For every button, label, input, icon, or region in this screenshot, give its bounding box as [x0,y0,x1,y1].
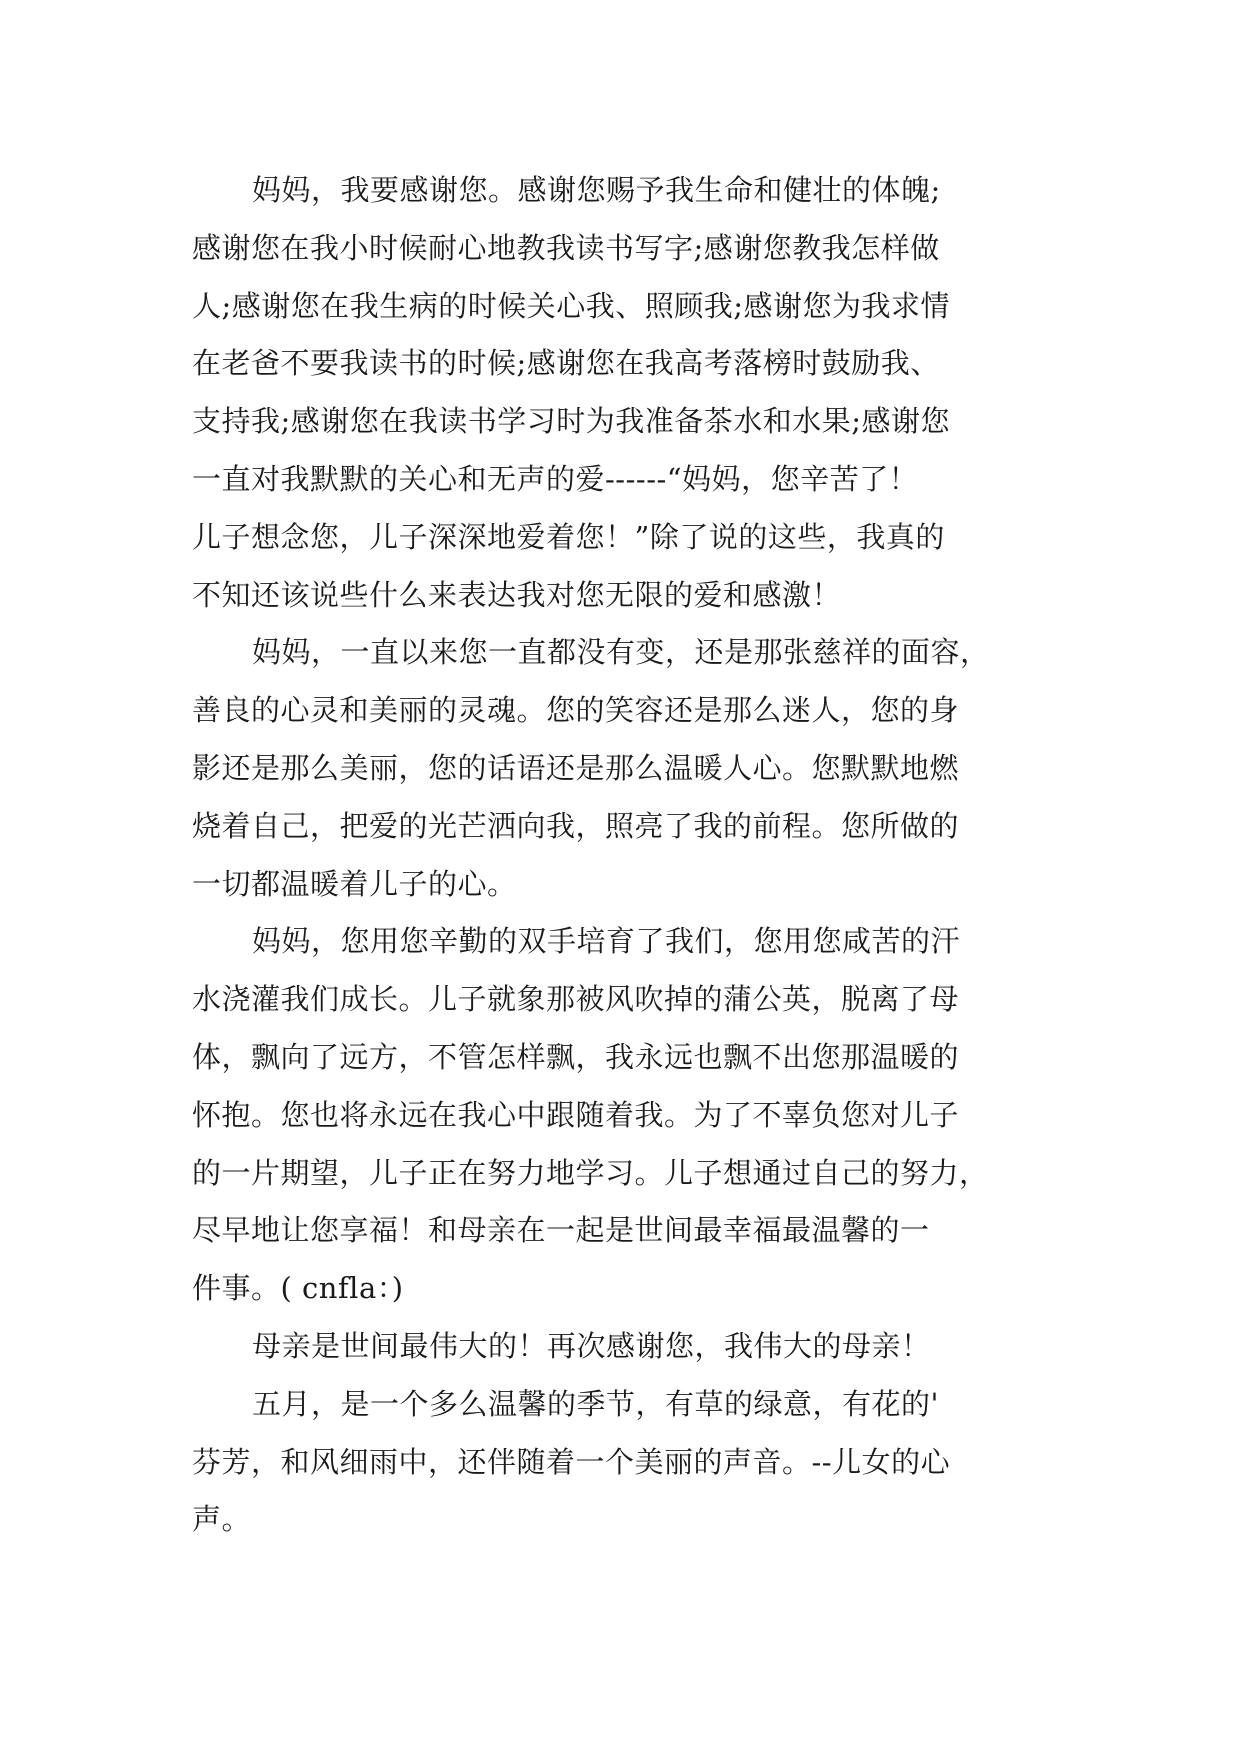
text-line: 妈妈，您用您辛勤的双手培育了我们，您用您咸苦的汗 [252,924,961,959]
text-line: 儿子想念您，儿子深深地爱着您！”除了说的这些，我真的 [192,519,945,554]
text-line: 母亲是世间最伟大的！再次感谢您，我伟大的母亲！ [252,1328,931,1363]
text-line: 感谢您在我小时候耐心地教我读书写字;感谢您教我怎样做 [192,230,940,265]
text-line: 善良的心灵和美丽的灵魂。您的笑容还是那么迷人，您的身 [192,693,960,728]
text-line: 件事。( cnfla：) [192,1271,404,1306]
text-line: 妈妈，一直以来您一直都没有变，还是那张慈祥的面容， [252,635,990,670]
text-line: 芬芳，和风细雨中，还伴随着一个美丽的声音。--儿女的心 [192,1444,951,1479]
text-line: 烧着自己，把爱的光芒洒向我，照亮了我的前程。您所做的 [192,808,960,843]
text-line: 一切都温暖着儿子的心。 [192,866,517,901]
text-line: 在老爸不要我读书的时候;感谢您在我高考落榜时鼓励我、 [192,346,940,381]
text-line: 的一片期望，儿子正在努力地学习。儿子想通过自己的努力， [192,1155,989,1190]
paragraph-3 [192,913,1072,1318]
paragraph-4 [192,1318,1072,1376]
text-line: 一直对我默默的关心和无声的爱------“妈妈，您辛苦了！ [192,461,919,496]
paragraph-1 [192,162,1072,624]
text-line: 妈妈，我要感谢您。感谢您赐予我生命和健壮的体魄; [252,173,941,207]
text-line: 五月，是一个多么温馨的季节，有草的绿意，有花的' [252,1386,939,1421]
text-line: 水浇灌我们成长。儿子就象那被风吹掉的蒲公英，脱离了母 [192,982,960,1017]
text-line: 影还是那么美丽，您的话语还是那么温暖人心。您默默地燃 [192,750,960,785]
text-line: 声。 [192,1502,252,1537]
text-line: 支持我;感谢您在我读书学习时为我准备茶水和水果;感谢您 [192,404,951,439]
paragraph-2 [192,624,1072,913]
text-line: 体，飘向了远方，不管怎样飘，我永远也飘不出您那温暖的 [192,1039,960,1074]
text-line: 人;感谢您在我生病的时候关心我、照顾我;感谢您为我求情 [192,288,951,323]
text-line: 尽早地让您享福！和母亲在一起是世间最幸福最温馨的一 [192,1213,930,1248]
document-body [192,162,1072,1549]
paragraph-5 [192,1376,1072,1549]
text-line: 不知还该说些什么来表达我对您无限的爱和感激！ [192,577,842,612]
text-line: 怀抱。您也将永远在我心中跟随着我。为了不辜负您对儿子 [192,1097,960,1132]
